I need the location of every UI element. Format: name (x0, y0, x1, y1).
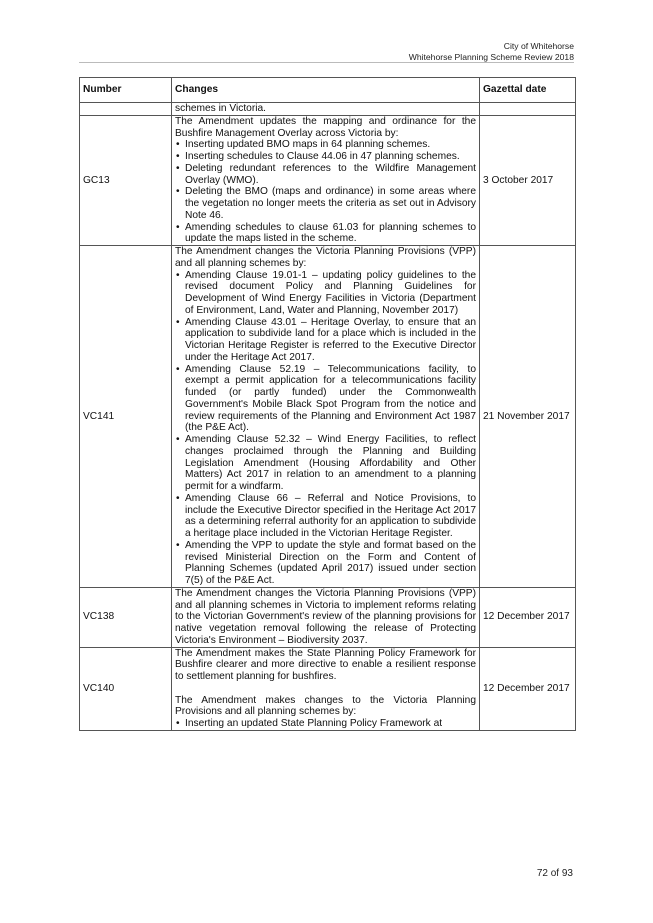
header-org: City of Whitehorse (503, 41, 574, 51)
header-number: Number (80, 78, 172, 103)
paragraph-spacer (175, 683, 476, 695)
cell-number: VC141 (80, 246, 172, 588)
cell-date: 12 December 2017 (480, 647, 576, 730)
changes-intro: The Amendment changes the Victoria Planning Provisions (VPP) and all planning schemes by: (175, 246, 476, 269)
cell-date: 12 December 2017 (480, 587, 576, 647)
table-row (80, 587, 576, 647)
header-document-title: Whitehorse Planning Scheme Review 2018 (408, 52, 574, 62)
list-item: • Amending Clause 19.01-1 – updating policy guidelines to the revised document Policy and Planning Guidelines for Development of Wind Energy Facilities in Victoria (Department of Environment, Land, Water and Planning, November 2017) (175, 270, 476, 317)
list-item: • Amending Clause 52.32 – Wind Energy Facilities, to reflect changes proclaimed through the Planning and Building Legislation Amendment (Housing Affordability and Other Matters) Act 2017 in relation to an amendment to a planning permit for a windfarm. (175, 434, 476, 493)
table-row-continuation (80, 103, 576, 116)
cell-number: VC138 (80, 587, 172, 647)
cell-changes (172, 647, 480, 730)
table-header-row (80, 78, 576, 103)
list-item: • Inserting updated BMO maps in 64 planning schemes. (175, 139, 476, 151)
cell-changes (172, 246, 480, 588)
cell-number (80, 103, 172, 116)
cell-number: VC140 (80, 647, 172, 730)
list-item: • Inserting an updated State Planning Policy Framework at (175, 718, 476, 730)
cell-changes (172, 115, 480, 245)
list-item: • Amending schedules to clause 61.03 for planning schemes to update the maps listed in the scheme. (175, 222, 476, 246)
amendments-table (79, 77, 576, 731)
list-item: • Deleting redundant references to the Wildfire Management Overlay (WMO). (175, 163, 476, 187)
list-item: • Amending the VPP to update the style and format based on the revised Ministerial Direction on the Form and Content of Planning Schemes (updated April 2017) issued under section 7(5) of the P&E Act. (175, 540, 476, 587)
list-item: • Deleting the BMO (maps and ordinance) in some areas where the vegetation no longer meets the criteria as set out in Advisory Note 46. (175, 186, 476, 221)
page-number: 72 of 93 (536, 868, 573, 879)
header-rule (79, 62, 574, 63)
changes-list (175, 270, 476, 587)
header-gazettal-date: Gazettal date (480, 78, 576, 103)
cell-date (480, 103, 576, 116)
list-item: • Inserting schedules to Clause 44.06 in 47 planning schemes. (175, 151, 476, 163)
cell-changes: schemes in Victoria. (172, 103, 480, 116)
table-row (80, 115, 576, 245)
cell-number: GC13 (80, 115, 172, 245)
changes-intro: The Amendment makes the State Planning Policy Framework for Bushfire clearer and more directive to enable a resilient response to settlement planning for bushfires. (175, 647, 476, 682)
cell-date: 3 October 2017 (480, 115, 576, 245)
table-row (80, 647, 576, 730)
changes-intro-2: The Amendment makes changes to the Victoria Planning Provisions and all planning schemes by: (175, 694, 476, 718)
list-item: • Amending Clause 66 – Referral and Notice Provisions, to include the Executive Director specified in the Heritage Act 2017 as a determining referral authority for an application to subdivide a heritage place included in the Victorian Heritage Register. (175, 493, 476, 540)
list-item: • Amending Clause 52.19 – Telecommunications facility, to exempt a permit application for a telecommunications facility funded (or partly funded) under the Commonwealth Government's Mobile Black Spot Program from the notice and review requirements of the Planning and Environment Act 1987 (the P&E Act). (175, 364, 476, 435)
page-header (409, 41, 574, 63)
changes-list (175, 718, 476, 730)
header-changes: Changes (172, 78, 480, 103)
changes-intro: The Amendment changes the Victoria Planning Provisions (VPP) and all planning schemes in Victoria to implement reforms relating to the Victorian Government's review of the planning provisions for native vegetation removal following the release of Protecting Victoria's Environment – Biodiversity 2037. (175, 587, 476, 646)
changes-list (175, 139, 476, 245)
table-row (80, 246, 576, 588)
cell-changes (172, 587, 480, 647)
cell-date: 21 November 2017 (480, 246, 576, 588)
changes-intro: The Amendment updates the mapping and ordinance for the Bushfire Management Overlay across Victoria by: (175, 115, 476, 139)
list-item: • Amending Clause 43.01 – Heritage Overlay, to ensure that an application to subdivide land for a place which is included in the Victorian Heritage Register is referred to the Executive Director under the Heritage Act 2017. (175, 317, 476, 364)
